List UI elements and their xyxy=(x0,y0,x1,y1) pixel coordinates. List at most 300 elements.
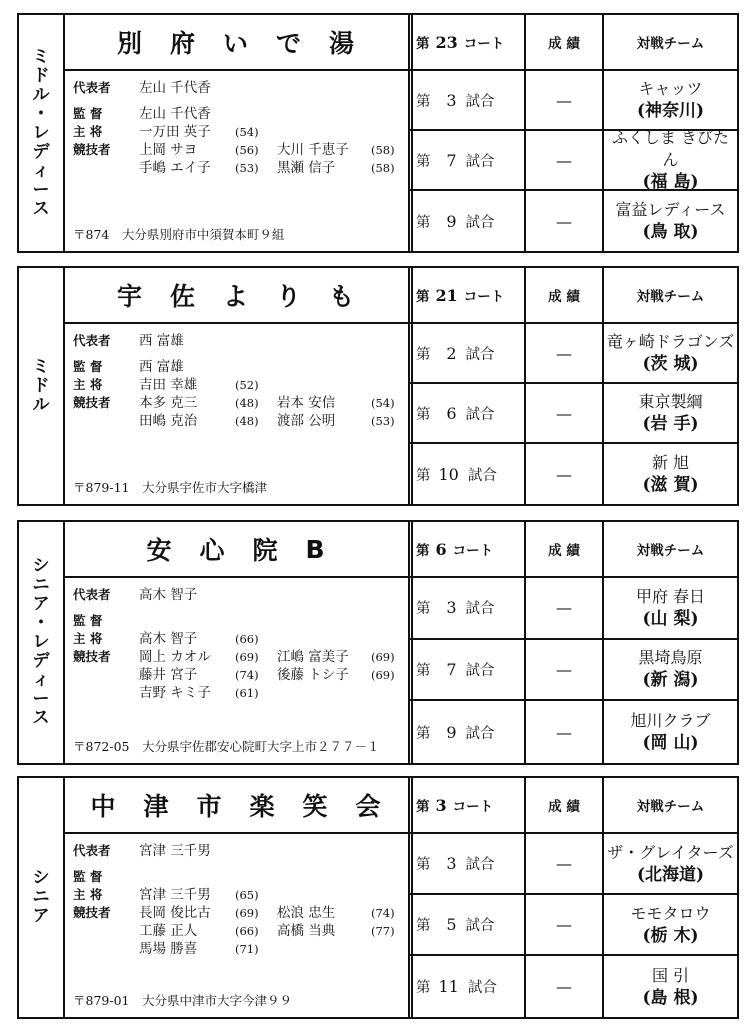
representative-name: 宮津 三千男 xyxy=(139,843,211,859)
category-char: ・ xyxy=(32,613,50,633)
member-list xyxy=(73,332,402,430)
manager-name: 西 富雄 xyxy=(139,359,184,375)
opponent-prefecture: (新 潟) xyxy=(642,670,699,691)
opponent-prefecture: (島 根) xyxy=(642,987,699,1008)
category-char: ス xyxy=(32,198,50,219)
member-row xyxy=(73,922,402,940)
team-card xyxy=(17,520,739,765)
court-number xyxy=(408,778,526,832)
match-row xyxy=(408,71,737,131)
player-name: 田嶋 克治 xyxy=(139,413,198,429)
player-age: (58) xyxy=(371,143,395,157)
match-result: — xyxy=(526,956,604,1017)
court-suffix: コート xyxy=(463,36,505,52)
role-label: 主 将 xyxy=(73,887,103,902)
captain-name: 一万田 英子 xyxy=(139,124,211,140)
role-label: 代表者 xyxy=(73,80,111,95)
team-name-char: 笑 xyxy=(302,792,328,821)
role-label: 監 督 xyxy=(73,106,103,121)
match-row xyxy=(408,384,737,444)
player-name: 上岡 サヨ xyxy=(139,142,198,158)
category-char: ィ xyxy=(32,670,50,690)
category-char: ー xyxy=(32,689,50,709)
category-char: ー xyxy=(32,179,50,200)
category-char: ス xyxy=(32,708,50,728)
member-row xyxy=(73,412,402,430)
manager-name: 左山 千代香 xyxy=(139,106,211,122)
category-char: ミ xyxy=(32,356,50,377)
team-name xyxy=(63,778,408,834)
match-result: — xyxy=(526,384,604,442)
match-result: — xyxy=(526,578,604,638)
court-value: 23 xyxy=(435,32,458,52)
player-age: (48) xyxy=(235,396,259,410)
match-result: — xyxy=(526,895,604,954)
match-result: — xyxy=(526,191,604,251)
member-row xyxy=(73,684,402,702)
team-name-char: 安 xyxy=(146,536,172,565)
captain-age: (54) xyxy=(235,125,259,139)
player-name: 馬場 勝喜 xyxy=(139,941,198,957)
role-label: 監 督 xyxy=(73,359,103,374)
match-row xyxy=(408,895,737,956)
ordinal-label: 第 xyxy=(416,289,430,305)
opponent-prefecture: (岡 山) xyxy=(642,733,699,754)
match-number xyxy=(408,324,526,382)
member-row xyxy=(73,159,402,177)
schedule-header xyxy=(408,778,737,834)
member-row xyxy=(73,123,402,141)
schedule-panel xyxy=(408,522,737,763)
member-row xyxy=(73,79,402,97)
match-value: 3 xyxy=(446,598,457,618)
member-row xyxy=(73,666,402,684)
ordinal-label: 第 xyxy=(416,980,431,996)
match-suffix: 試合 xyxy=(465,857,495,873)
team-name-char: も xyxy=(329,282,355,311)
team-info-panel xyxy=(63,268,413,504)
ordinal-label: 第 xyxy=(416,725,431,742)
opponent-prefecture: (滋 賀) xyxy=(642,475,699,495)
member-row xyxy=(73,141,402,159)
match-value: 7 xyxy=(446,150,457,170)
player-age: (66) xyxy=(235,924,259,938)
result-header: 成 績 xyxy=(526,15,604,69)
opponent-name: 富益レディース xyxy=(615,200,726,219)
member-row xyxy=(73,394,402,412)
category-char: デ xyxy=(32,141,50,162)
player-name: 長岡 俊比古 xyxy=(139,905,211,921)
match-value: 3 xyxy=(446,90,457,110)
ordinal-label: 第 xyxy=(416,543,430,559)
player-age: (48) xyxy=(235,414,259,428)
team-address: 〒879-01 大分県中津市大字今津９９ xyxy=(73,993,292,1008)
schedule-header xyxy=(408,522,737,578)
opponent-name: 竜ヶ崎ドラゴンズ xyxy=(606,332,735,351)
opponent-prefecture: (岩 手) xyxy=(642,414,699,434)
spacer xyxy=(73,350,402,358)
team-name-char: 市 xyxy=(196,792,222,821)
match-value: 3 xyxy=(446,854,457,873)
captain-age: (65) xyxy=(235,888,259,902)
category-char: ド xyxy=(32,65,50,86)
category-label xyxy=(19,15,65,251)
schedule-header xyxy=(408,268,737,324)
role-label: 代表者 xyxy=(73,333,111,348)
category-char: ル xyxy=(32,84,50,105)
opponent-team xyxy=(604,71,737,129)
member-row xyxy=(73,940,402,958)
member-row xyxy=(73,648,402,666)
ordinal-label: 第 xyxy=(416,93,431,110)
role-label: 競技者 xyxy=(73,142,111,157)
match-suffix: 試合 xyxy=(465,93,495,110)
team-name-char: 別 xyxy=(116,29,142,58)
match-result: — xyxy=(526,640,604,700)
opponent-team xyxy=(604,191,737,251)
match-suffix: 試合 xyxy=(465,406,495,423)
role-label: 監 督 xyxy=(73,613,103,628)
opponent-prefecture: (福 島) xyxy=(642,172,699,192)
role-label: 競技者 xyxy=(73,395,111,410)
opponent-prefecture: (山 梨) xyxy=(642,608,699,629)
ordinal-label: 第 xyxy=(416,467,431,484)
match-number xyxy=(408,834,526,893)
category-char: デ xyxy=(32,651,50,671)
team-address: 〒879-11 大分県宇佐市大字橋津 xyxy=(73,480,267,495)
category-char: レ xyxy=(32,632,50,652)
player-age: (69) xyxy=(235,650,259,664)
opponent-name: 新 旭 xyxy=(651,453,690,472)
player-name: 江嶋 富美子 xyxy=(277,649,349,665)
captain-name: 宮津 三千男 xyxy=(139,887,211,903)
opponent-prefecture: (鳥 取) xyxy=(642,222,699,242)
match-value: 6 xyxy=(446,403,457,423)
member-row xyxy=(73,612,402,630)
role-label: 主 将 xyxy=(73,631,103,646)
match-suffix: 試合 xyxy=(465,601,495,618)
team-info-panel xyxy=(63,15,413,251)
opponent-team xyxy=(604,128,737,192)
member-row xyxy=(73,868,402,886)
player-age: (54) xyxy=(371,396,395,410)
role-label: 競技者 xyxy=(73,905,111,920)
player-name: 吉野 キミ子 xyxy=(139,685,211,701)
match-suffix: 試合 xyxy=(467,980,497,996)
category-char: ニ xyxy=(32,887,50,907)
ordinal-label: 第 xyxy=(416,799,430,815)
ordinal-label: 第 xyxy=(416,214,431,231)
match-row xyxy=(408,578,737,640)
team-info-panel xyxy=(63,778,413,1017)
court-number xyxy=(408,268,526,322)
ordinal-label: 第 xyxy=(416,346,431,363)
ordinal-label: 第 xyxy=(416,406,431,423)
match-number xyxy=(408,956,526,1017)
player-age: (53) xyxy=(235,161,259,175)
match-value: 11 xyxy=(438,977,459,996)
opponent-name: 黒埼鳥原 xyxy=(638,648,703,668)
member-list xyxy=(73,586,402,702)
team-name xyxy=(63,268,408,324)
captain-age: (66) xyxy=(235,632,259,646)
player-name: 手嶋 エイ子 xyxy=(139,160,211,176)
category-char: ・ xyxy=(32,103,50,124)
spacer xyxy=(73,97,402,105)
opponent-name: ふくしま きびたん xyxy=(611,128,730,169)
member-row xyxy=(73,630,402,648)
team-address: 〒874 大分県別府市中須賀本町９組 xyxy=(73,227,285,242)
team-card xyxy=(17,13,739,253)
match-suffix: 試合 xyxy=(465,662,495,679)
player-name: 岩本 安信 xyxy=(277,395,336,411)
player-name: 岡上 カオル xyxy=(139,649,211,665)
ordinal-label: 第 xyxy=(416,36,430,52)
team-name-char: 中 xyxy=(90,792,116,821)
match-result: — xyxy=(526,834,604,893)
player-age: (61) xyxy=(235,686,259,700)
team-name-char: 佐 xyxy=(169,282,195,311)
member-list xyxy=(73,842,402,958)
match-suffix: 試合 xyxy=(465,725,495,742)
match-value: 5 xyxy=(446,915,457,934)
opponent-team xyxy=(604,640,737,700)
player-name: 本多 克三 xyxy=(139,395,198,411)
match-number xyxy=(408,895,526,954)
role-label: 主 将 xyxy=(73,124,103,139)
match-value: 7 xyxy=(446,659,457,679)
team-info-panel xyxy=(63,522,413,763)
team-name-char: 湯 xyxy=(329,29,355,58)
opponent-name: ザ・グレイターズ xyxy=(607,842,734,862)
match-result: — xyxy=(526,71,604,129)
match-number xyxy=(408,640,526,700)
player-age: (77) xyxy=(371,924,395,938)
spacer xyxy=(73,604,402,612)
member-row xyxy=(73,886,402,904)
player-name: 黒瀬 信子 xyxy=(277,160,336,176)
role-label: 代表者 xyxy=(73,587,111,602)
member-list xyxy=(73,79,402,177)
team-name-char: よ xyxy=(222,282,248,311)
match-number xyxy=(408,701,526,763)
captain-name: 吉田 幸雄 xyxy=(139,377,198,393)
match-row xyxy=(408,324,737,384)
match-result: — xyxy=(526,701,604,763)
category-char: ア xyxy=(32,594,50,614)
match-row xyxy=(408,191,737,251)
member-row xyxy=(73,358,402,376)
captain-age: (52) xyxy=(235,378,259,392)
team-name-char: 楽 xyxy=(249,792,275,821)
court-value: 6 xyxy=(435,539,447,559)
player-name: 松浪 忠生 xyxy=(277,905,336,921)
representative-name: 左山 千代香 xyxy=(139,80,211,96)
match-value: 2 xyxy=(446,343,457,363)
role-label: 監 督 xyxy=(73,869,103,884)
member-row xyxy=(73,332,402,350)
player-name: 大川 千恵子 xyxy=(277,142,349,158)
player-age: (56) xyxy=(235,143,259,157)
opponent-name: 旭川クラブ xyxy=(630,711,711,731)
role-label: 競技者 xyxy=(73,649,111,664)
match-suffix: 試合 xyxy=(467,467,497,484)
court-number xyxy=(408,522,526,576)
match-row xyxy=(408,701,737,763)
opponent-header: 対戦チーム xyxy=(636,799,705,815)
member-row xyxy=(73,904,402,922)
representative-name: 高木 智子 xyxy=(139,587,198,603)
team-name-char: 宇 xyxy=(116,282,142,311)
ordinal-label: 第 xyxy=(416,857,431,873)
match-suffix: 試合 xyxy=(465,918,495,934)
role-label: 主 将 xyxy=(73,377,103,392)
match-number xyxy=(408,384,526,442)
court-value: 3 xyxy=(435,795,447,815)
schedule-panel xyxy=(408,15,737,251)
court-suffix: コート xyxy=(463,289,505,305)
match-number xyxy=(408,71,526,129)
spacer xyxy=(73,860,402,868)
category-label xyxy=(19,268,65,504)
player-age: (74) xyxy=(371,906,395,920)
court-suffix: コート xyxy=(452,799,494,815)
team-name-char: 院 xyxy=(252,536,278,565)
category-char: ミ xyxy=(32,46,50,67)
schedule-panel xyxy=(408,778,737,1017)
member-row xyxy=(73,376,402,394)
player-age: (69) xyxy=(235,906,259,920)
match-number xyxy=(408,444,526,504)
opponent-name: 甲府 春日 xyxy=(635,586,706,606)
team-name xyxy=(63,522,408,578)
opponent-header: 対戦チーム xyxy=(636,543,705,559)
opponent-team xyxy=(604,384,737,442)
member-row xyxy=(73,105,402,123)
captain-name: 高木 智子 xyxy=(139,631,198,647)
opponent-name: モモタロウ xyxy=(630,903,711,923)
opponent-prefecture: (栃 木) xyxy=(642,925,699,946)
category-char: シ xyxy=(32,556,50,576)
opponent-prefecture: (茨 城) xyxy=(642,354,699,374)
ordinal-label: 第 xyxy=(416,662,431,679)
match-suffix: 試合 xyxy=(465,346,495,363)
team-name-char: い xyxy=(222,29,248,58)
player-age: (58) xyxy=(371,161,395,175)
team-name-char: 心 xyxy=(199,536,225,565)
opponent-name: 国 引 xyxy=(651,965,690,985)
match-value: 9 xyxy=(446,211,457,231)
team-card xyxy=(17,776,739,1019)
player-age: (69) xyxy=(371,650,395,664)
member-row xyxy=(73,586,402,604)
category-char: ィ xyxy=(32,160,50,181)
team-name-char: 府 xyxy=(169,29,195,58)
match-row xyxy=(408,444,737,504)
opponent-header: 対戦チーム xyxy=(636,36,705,52)
match-value: 9 xyxy=(446,722,457,742)
match-result: — xyxy=(526,444,604,504)
player-name: 工藤 正人 xyxy=(139,923,198,939)
category-label xyxy=(19,778,65,1017)
team-name-char: り xyxy=(276,282,302,311)
opponent-team xyxy=(604,701,737,763)
opponent-team xyxy=(604,324,737,382)
opponent-name: キャッツ xyxy=(638,79,703,98)
category-char: シ xyxy=(32,868,50,888)
team-name xyxy=(63,15,408,71)
player-name: 後藤 トシ子 xyxy=(277,667,349,683)
member-row xyxy=(73,842,402,860)
role-label: 代表者 xyxy=(73,843,111,858)
team-name-char: 会 xyxy=(355,792,381,821)
category-char: ア xyxy=(32,906,50,926)
team-name-char: 津 xyxy=(143,792,169,821)
result-header: 成 績 xyxy=(526,778,604,832)
match-row xyxy=(408,640,737,702)
category-label xyxy=(19,522,65,763)
match-number xyxy=(408,131,526,189)
result-header: 成 績 xyxy=(526,522,604,576)
player-age: (74) xyxy=(235,668,259,682)
representative-name: 西 富雄 xyxy=(139,333,184,349)
match-row xyxy=(408,128,737,192)
team-card xyxy=(17,266,739,506)
opponent-team xyxy=(604,578,737,638)
player-name: 渡部 公明 xyxy=(277,413,336,429)
player-name: 藤井 宮子 xyxy=(139,667,198,683)
player-age: (71) xyxy=(235,942,259,956)
schedule-panel xyxy=(408,268,737,504)
match-result: — xyxy=(526,131,604,189)
opponent-team xyxy=(604,444,737,504)
match-number xyxy=(408,191,526,251)
court-number xyxy=(408,15,526,69)
ordinal-label: 第 xyxy=(416,918,431,934)
opponent-team xyxy=(604,895,737,954)
ordinal-label: 第 xyxy=(416,601,431,618)
opponent-team xyxy=(604,956,737,1017)
opponent-name: 東京製綱 xyxy=(638,392,703,411)
team-name-char: で xyxy=(276,29,302,58)
opponent-team xyxy=(604,834,737,893)
result-header: 成 績 xyxy=(526,268,604,322)
opponent-prefecture: (神奈川) xyxy=(636,101,705,121)
player-name: 高橋 当典 xyxy=(277,923,336,939)
match-row xyxy=(408,956,737,1017)
match-suffix: 試合 xyxy=(465,214,495,231)
match-result: — xyxy=(526,324,604,382)
court-value: 21 xyxy=(435,285,458,305)
category-char: レ xyxy=(32,122,50,143)
team-address: 〒872-05 大分県宇佐郡安心院町大字上市２７７－１ xyxy=(73,739,380,754)
opponent-prefecture: (北海道) xyxy=(636,864,705,885)
match-row xyxy=(408,834,737,895)
ordinal-label: 第 xyxy=(416,153,431,170)
category-char: ル xyxy=(32,394,50,415)
team-name-char: B xyxy=(305,534,325,564)
opponent-header: 対戦チーム xyxy=(636,289,705,305)
player-age: (69) xyxy=(371,668,395,682)
court-suffix: コート xyxy=(452,543,494,559)
match-value: 10 xyxy=(438,464,459,484)
player-age: (53) xyxy=(371,414,395,428)
match-number xyxy=(408,578,526,638)
schedule-header xyxy=(408,15,737,71)
match-suffix: 試合 xyxy=(465,153,495,170)
category-char: ド xyxy=(32,375,50,396)
category-char: ニ xyxy=(32,575,50,595)
